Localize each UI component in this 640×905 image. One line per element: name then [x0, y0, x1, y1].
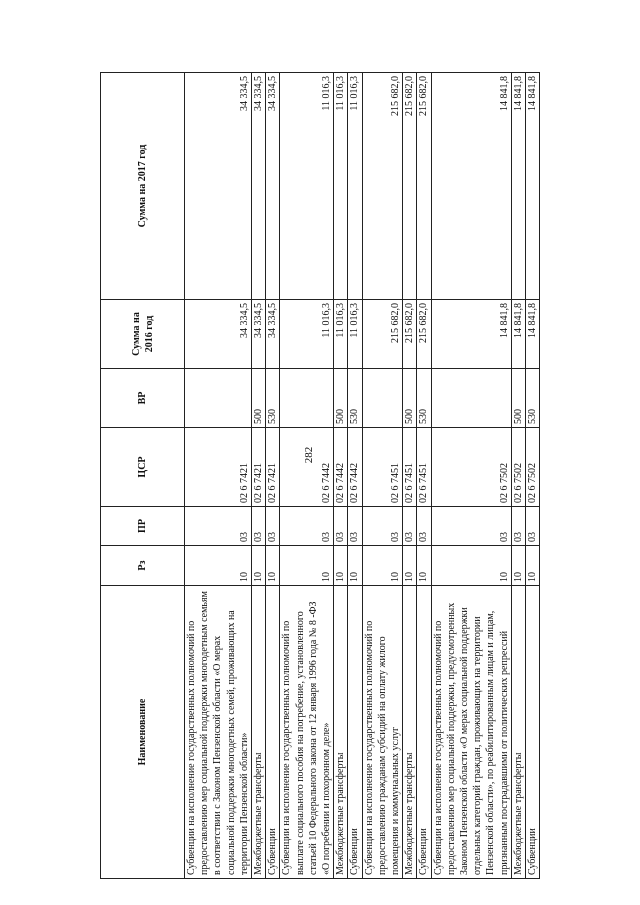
- cell-sum2016: 11 016,3: [334, 300, 348, 369]
- cell-csr: 02 6 7442: [280, 428, 334, 507]
- cell-pr: 03: [417, 507, 431, 546]
- header-name: Наименование: [101, 586, 185, 879]
- cell-csr: 02 6 7451: [362, 428, 403, 507]
- header-sum2016: Сумма на 2016 год: [101, 300, 185, 369]
- cell-pr: 03: [280, 507, 334, 546]
- header-row: [101, 73, 185, 879]
- cell-sum2016: 11 016,3: [280, 300, 334, 369]
- cell-name: Субвенции на исполнение государственных полномочий по предоставлению мер социальной поддержки, предусмотренных Законом Пензенской области «О мерах социальной поддержки отдельных категорий граждан, проживающих на территории Пензенской области», по реабилитированным лицам и лицам, признанным пострадавшими от политических репрессий: [431, 586, 511, 879]
- cell-name: Субвенции: [417, 586, 431, 879]
- cell-csr: 02 6 7502: [431, 428, 511, 507]
- header-sum2017: Сумма на 2017 год: [101, 73, 185, 300]
- cell-sum2016: 34 334,5: [252, 300, 266, 369]
- page-number: 282: [303, 446, 315, 464]
- cell-rz: 10: [431, 546, 511, 586]
- cell-vr: 530: [266, 369, 280, 428]
- cell-rz: 10: [252, 546, 266, 586]
- cell-sum2016: 11 016,3: [348, 300, 362, 369]
- cell-vr: [185, 369, 252, 428]
- cell-sum2016: 215 682,0: [362, 300, 403, 369]
- rotated-table-wrapper: [100, 73, 539, 879]
- header-pr: ПР: [101, 507, 185, 546]
- cell-csr: 02 6 7421: [266, 428, 280, 507]
- cell-sum2017: 215 682,0: [417, 73, 431, 300]
- table-row: [280, 73, 334, 879]
- cell-csr: 02 6 7442: [348, 428, 362, 507]
- table-row: [334, 73, 348, 879]
- header-vr: ВР: [101, 369, 185, 428]
- cell-sum2017: 34 334,5: [266, 73, 280, 300]
- cell-vr: 500: [403, 369, 417, 428]
- table-row: [511, 73, 525, 879]
- table-row: [266, 73, 280, 879]
- cell-sum2017: 34 334,5: [252, 73, 266, 300]
- cell-sum2017: 14 841,8: [526, 73, 540, 300]
- table-row: [526, 73, 540, 879]
- cell-rz: 10: [266, 546, 280, 586]
- cell-rz: 10: [348, 546, 362, 586]
- cell-pr: 03: [431, 507, 511, 546]
- cell-rz: 10: [417, 546, 431, 586]
- cell-name: Субвенции на исполнение государственных полномочий по выплате социального пособия на погребение, установленного статьей 10 Федерального закона от 12 января 1996 года № 8 -ФЗ «О погребении и похоронном деле»: [280, 586, 334, 879]
- cell-pr: 03: [252, 507, 266, 546]
- table-row: [403, 73, 417, 879]
- cell-name: Субвенции: [348, 586, 362, 879]
- budget-table: [100, 72, 540, 879]
- cell-vr: 500: [334, 369, 348, 428]
- cell-name: Межбюджетные трансферты: [334, 586, 348, 879]
- table-row: [417, 73, 431, 879]
- cell-sum2016: 215 682,0: [417, 300, 431, 369]
- cell-sum2016: 14 841,8: [431, 300, 511, 369]
- cell-sum2017: 14 841,8: [431, 73, 511, 300]
- cell-name: Межбюджетные трансферты: [403, 586, 417, 879]
- cell-rz: 10: [403, 546, 417, 586]
- cell-sum2017: 215 682,0: [403, 73, 417, 300]
- cell-pr: 03: [266, 507, 280, 546]
- cell-name: Субвенции: [526, 586, 540, 879]
- cell-name: Межбюджетные трансферты: [511, 586, 525, 879]
- cell-sum2017: 11 016,3: [280, 73, 334, 300]
- header-csr: ЦСР: [101, 428, 185, 507]
- cell-csr: 02 6 7421: [252, 428, 266, 507]
- cell-pr: 03: [511, 507, 525, 546]
- cell-rz: 10: [362, 546, 403, 586]
- cell-name: Субвенции на исполнение государственных полномочий по предоставлению гражданам субсидий на оплату жилого помещения и коммунальных услуг: [362, 586, 403, 879]
- cell-vr: 530: [526, 369, 540, 428]
- cell-sum2017: 11 016,3: [334, 73, 348, 300]
- table-viewport: [100, 73, 539, 879]
- cell-vr: [280, 369, 334, 428]
- cell-pr: 03: [334, 507, 348, 546]
- cell-rz: 10: [185, 546, 252, 586]
- cell-csr: 02 6 7421: [185, 428, 252, 507]
- cell-pr: 03: [185, 507, 252, 546]
- cell-rz: 10: [526, 546, 540, 586]
- cell-sum2016: 14 841,8: [526, 300, 540, 369]
- cell-vr: 500: [511, 369, 525, 428]
- cell-vr: [362, 369, 403, 428]
- cell-pr: 03: [362, 507, 403, 546]
- cell-rz: 10: [334, 546, 348, 586]
- cell-pr: 03: [403, 507, 417, 546]
- cell-pr: 03: [526, 507, 540, 546]
- cell-sum2016: 215 682,0: [403, 300, 417, 369]
- cell-csr: 02 6 7502: [526, 428, 540, 507]
- cell-csr: 02 6 7502: [511, 428, 525, 507]
- table-row: [348, 73, 362, 879]
- cell-sum2017: 34 334,5: [185, 73, 252, 300]
- cell-csr: 02 6 7451: [417, 428, 431, 507]
- cell-vr: 530: [417, 369, 431, 428]
- table-row: [252, 73, 266, 879]
- cell-pr: 03: [348, 507, 362, 546]
- cell-sum2016: 34 334,5: [185, 300, 252, 369]
- cell-name: Субвенции на исполнение государственных полномочий по предоставлению мер социальной поддержки многодетным семьям в соответствии с Законом Пензенской области «О мерах социальной поддержки многодетных семей, проживающих на территории Пензенской области»: [185, 586, 252, 879]
- table-row: [185, 73, 252, 879]
- cell-sum2016: 34 334,5: [266, 300, 280, 369]
- cell-sum2017: 215 682,0: [362, 73, 403, 300]
- cell-name: Межбюджетные трансферты: [252, 586, 266, 879]
- cell-rz: 10: [280, 546, 334, 586]
- cell-vr: 530: [348, 369, 362, 428]
- cell-csr: 02 6 7451: [403, 428, 417, 507]
- cell-rz: 10: [511, 546, 525, 586]
- table-row: [431, 73, 511, 879]
- cell-csr: 02 6 7442: [334, 428, 348, 507]
- header-rz: Рз: [101, 546, 185, 586]
- cell-sum2016: 14 841,8: [511, 300, 525, 369]
- cell-sum2017: 11 016,3: [348, 73, 362, 300]
- cell-vr: [431, 369, 511, 428]
- table-row: [362, 73, 403, 879]
- cell-name: Субвенции: [266, 586, 280, 879]
- cell-sum2017: 14 841,8: [511, 73, 525, 300]
- cell-vr: 500: [252, 369, 266, 428]
